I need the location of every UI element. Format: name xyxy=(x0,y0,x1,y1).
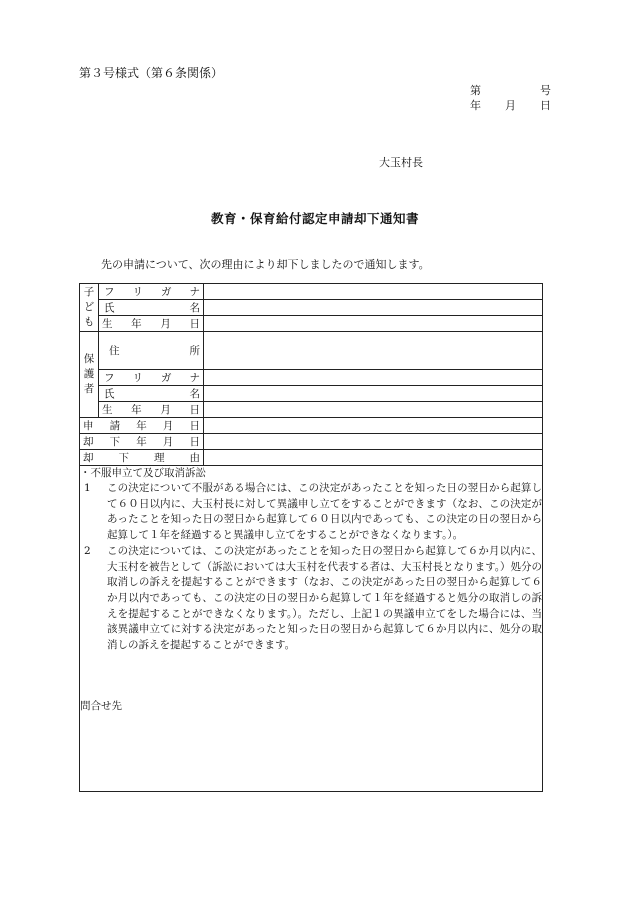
label-char: 却 xyxy=(83,452,94,464)
guardian-name-row xyxy=(80,386,543,402)
guardian-group-label xyxy=(80,332,99,418)
label-char: 理 xyxy=(154,452,165,464)
label-char: 下 xyxy=(109,436,121,448)
label-char: 年 xyxy=(131,318,142,330)
label-char: 日 xyxy=(189,404,200,416)
objection-heading: ・不服申立て及び取消訴訟 xyxy=(80,467,206,479)
label-char: 月 xyxy=(160,404,171,416)
label-char: 年 xyxy=(136,436,147,448)
contact-area[interactable] xyxy=(80,713,542,791)
rejection-reason-row xyxy=(80,450,543,466)
group-char: 護 xyxy=(83,367,95,380)
child-furigana-field[interactable] xyxy=(204,284,543,300)
addressee: 大玉村長 xyxy=(379,156,423,169)
child-name-field[interactable] xyxy=(204,300,543,316)
label-char: 月 xyxy=(160,318,171,330)
child-dob-row xyxy=(80,316,543,332)
objection-spacer xyxy=(80,654,542,698)
date-day: 日 xyxy=(540,99,551,112)
child-dob-field[interactable] xyxy=(204,316,543,332)
date-line xyxy=(470,97,551,113)
guardian-name-label xyxy=(99,386,204,402)
guardian-furigana-field[interactable] xyxy=(204,370,543,386)
child-furigana-label xyxy=(99,284,204,300)
objection-section xyxy=(80,466,543,792)
rejection-date-field[interactable] xyxy=(204,434,543,450)
application-date-field[interactable] xyxy=(204,418,543,434)
label-char: 日 xyxy=(189,318,200,330)
document-number-line xyxy=(470,82,551,98)
label-char: フ xyxy=(104,372,115,384)
objection-item-number: 1 xyxy=(84,482,91,494)
objection-item xyxy=(80,481,542,544)
child-name-label xyxy=(99,300,204,316)
guardian-address-field[interactable] xyxy=(204,332,543,370)
doc-no-prefix: 第 xyxy=(470,84,481,97)
label-char: 年 xyxy=(131,404,142,416)
label-char: ガ xyxy=(161,372,172,384)
date-month: 月 xyxy=(505,99,516,112)
label-char: 氏 xyxy=(104,302,115,314)
label-char: 下 xyxy=(118,452,129,464)
rejection-reason-field[interactable] xyxy=(204,450,543,466)
application-date-label xyxy=(80,418,204,434)
doc-no-suffix: 号 xyxy=(540,84,551,97)
guardian-dob-row xyxy=(80,402,543,418)
label-char: フ xyxy=(104,286,115,298)
guardian-furigana-label xyxy=(99,370,204,386)
child-name-row xyxy=(80,300,543,316)
group-char: 者 xyxy=(83,383,95,396)
label-char: 請 xyxy=(109,420,121,432)
guardian-address-row xyxy=(80,332,543,370)
guardian-furigana-row xyxy=(80,370,543,386)
guardian-dob-label xyxy=(99,402,204,418)
objection-item-text: この決定について不服がある場合には、この決定があったことを知った日の翌日から起算して６０日以内に、大玉村長に対して異議申し立てをすることができます（なお、この決定があったことを知った日の翌日から起算して６０日以内であっても、この決定の日の翌日から起算して１年を経過すると異議申し立てをすることができなくなります。）。 xyxy=(107,482,542,542)
application-date-row xyxy=(80,418,543,434)
contact-label: 問合せ先 xyxy=(80,699,122,712)
label-char: 日 xyxy=(189,436,200,448)
label-char: ナ xyxy=(189,286,200,298)
label-char: 名 xyxy=(189,302,200,314)
label-char: リ xyxy=(132,372,143,384)
intro-text: 先の申請について、次の理由により却下しましたので通知します。 xyxy=(101,258,430,271)
label-char: 月 xyxy=(162,420,174,432)
label-char: 申 xyxy=(83,420,94,432)
rejection-date-row xyxy=(80,434,543,450)
guardian-name-field[interactable] xyxy=(204,386,543,402)
label-char: 生 xyxy=(102,318,113,330)
child-dob-label xyxy=(99,316,204,332)
group-char: 保 xyxy=(83,352,95,365)
guardian-dob-field[interactable] xyxy=(204,402,543,418)
rejection-date-label xyxy=(80,434,204,450)
group-char: ど xyxy=(83,300,95,313)
rejection-reason-label xyxy=(80,450,204,466)
date-year: 年 xyxy=(470,99,481,112)
label-char: リ xyxy=(132,286,143,298)
group-char: も xyxy=(83,316,95,329)
objection-item xyxy=(80,544,542,654)
document-title: 教育・保育給付認定申請却下通知書 xyxy=(210,211,419,226)
child-furigana-row xyxy=(80,284,543,300)
label-char: 所 xyxy=(189,345,200,357)
label-char: 住 xyxy=(109,345,120,357)
guardian-address-label xyxy=(99,332,204,370)
label-char: ガ xyxy=(161,286,172,298)
group-char: 子 xyxy=(83,285,95,298)
objection-row xyxy=(80,466,543,792)
objection-item-text: この決定については、この決定があったことを知った日の翌日から起算して６か月以内に、大玉村を被告として（訴訟においては大玉村を代表する者は、大玉村長となります。）処分の取消しの訴えを提起することができます（なお、この決定があった日の翌日から起算して６か月以内であっても、この決定の日の翌日から起算して１年を経過すると処分の取消しの訴えを提起することができなくなります。）。ただし、上記１の異議申立てをした場合には、当該異議申立てに対する決定があったと知った日の翌日から起算して６か月以内に、処分の取消しの訴えを提起することができます。 xyxy=(107,544,542,652)
objection-item-number: 2 xyxy=(84,544,91,557)
child-group-label xyxy=(80,284,99,332)
label-char: 由 xyxy=(189,452,200,464)
form-number: 第３号様式（第６条関係） xyxy=(79,66,224,80)
label-char: 氏 xyxy=(104,388,115,400)
label-char: 日 xyxy=(189,420,200,432)
label-char: 名 xyxy=(189,388,200,400)
label-char: 月 xyxy=(162,436,174,448)
label-char: 却 xyxy=(83,436,94,448)
label-char: ナ xyxy=(189,372,200,384)
label-char: 年 xyxy=(136,420,147,432)
label-char: 生 xyxy=(102,404,113,416)
notice-form-table xyxy=(79,283,543,792)
